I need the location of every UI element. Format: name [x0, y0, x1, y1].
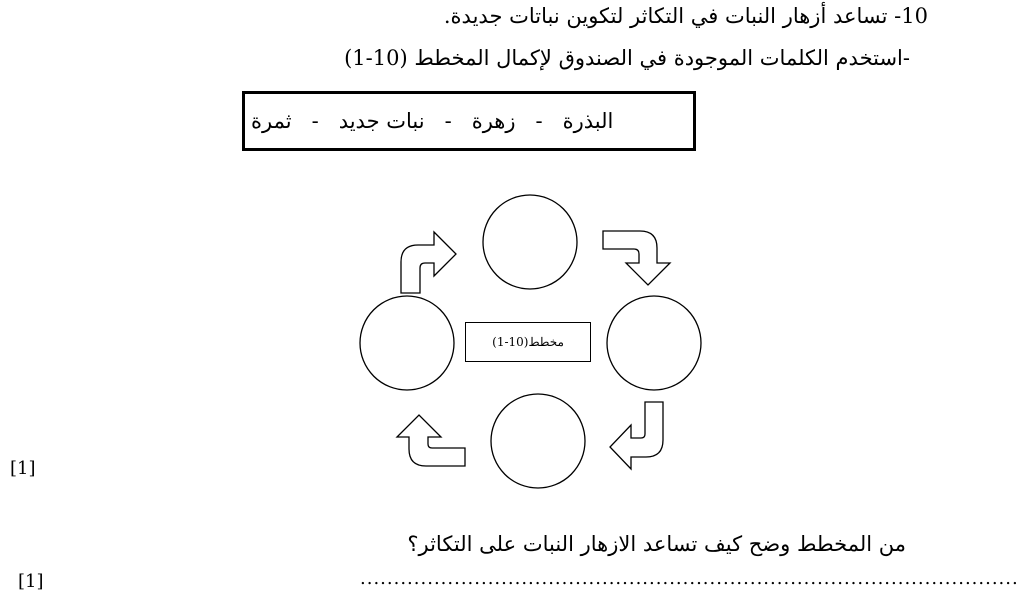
- cycle-circle-left[interactable]: [360, 296, 454, 390]
- word-bank-item: زهرة: [471, 109, 516, 133]
- word-separator: -: [311, 109, 319, 133]
- cycle-arrow-top-right: [603, 231, 670, 285]
- cycle-circle-right[interactable]: [607, 296, 701, 390]
- word-separator: -: [444, 109, 452, 133]
- question-instruction: -استخدم الكلمات الموجودة في الصندوق لإكمال المخطط (10-1): [344, 46, 910, 70]
- cycle-circle-top[interactable]: [483, 195, 577, 289]
- cycle-arrow-top-left: [401, 232, 456, 293]
- mark-label: [1]: [10, 458, 36, 479]
- cycle-circle-bottom[interactable]: [491, 394, 585, 488]
- word-bank-item: ثمرة: [251, 109, 292, 133]
- diagram-label: مخطط(10-1): [465, 322, 591, 362]
- word-separator: -: [535, 109, 543, 133]
- mark-label: [1]: [18, 571, 44, 592]
- sub-question: من المخطط وضح كيف تساعد الازهار النبات على التكاثر؟: [407, 532, 906, 556]
- word-bank-item: البذرة: [562, 109, 614, 133]
- question-title: 10- تساعد أزهار النبات في التكاثر لتكوين نباتات جديدة.: [443, 4, 928, 28]
- cycle-arrow-bottom-right: [610, 402, 663, 469]
- word-bank-item: نبات جديد: [338, 109, 425, 133]
- cycle-arrow-bottom-left: [397, 415, 465, 466]
- answer-line[interactable]: ..................................................................................................: [360, 568, 1019, 589]
